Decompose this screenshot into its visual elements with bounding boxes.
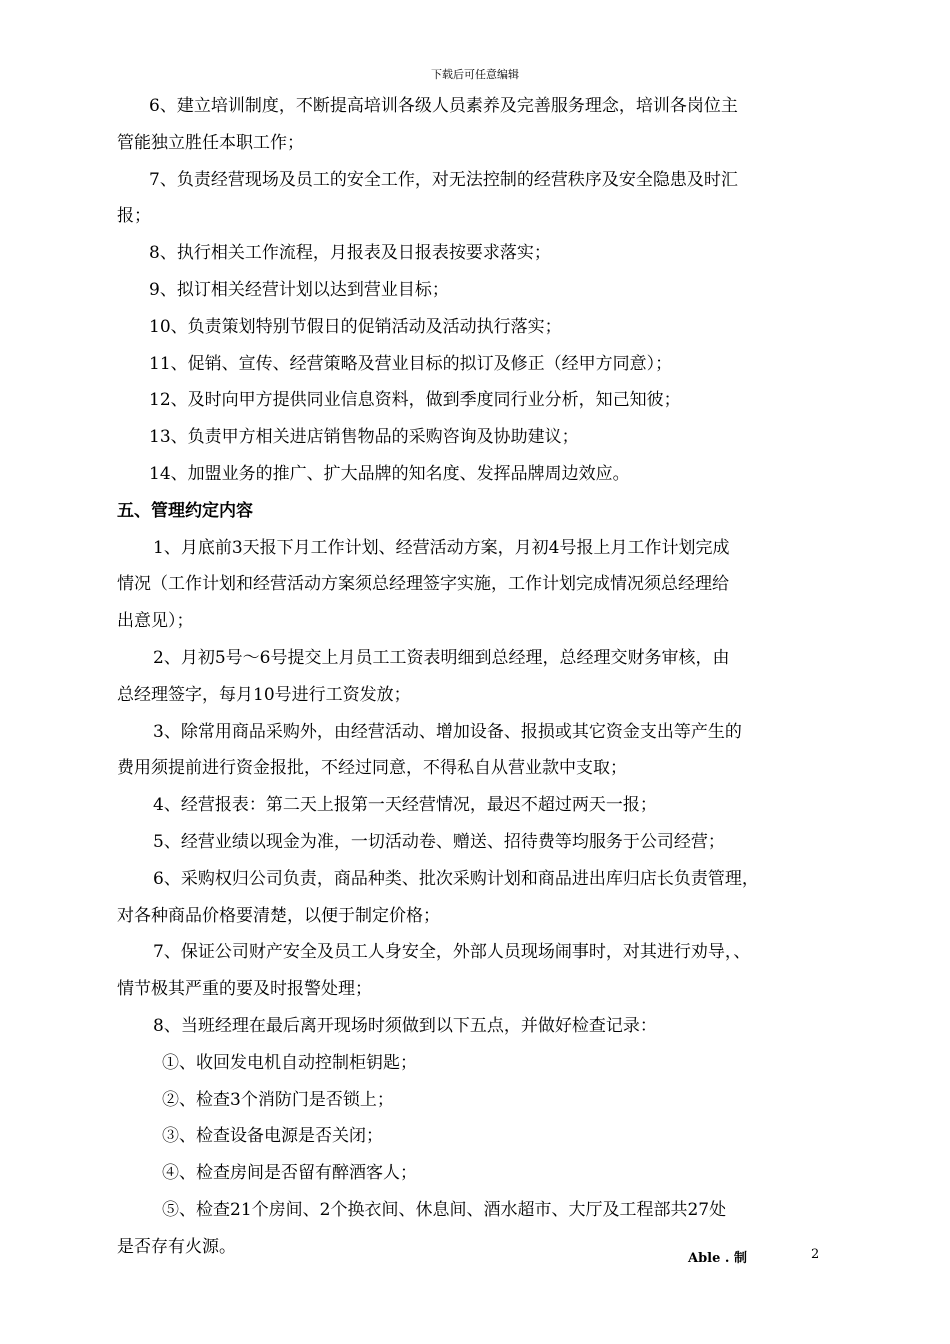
text-line: 5、经营业绩以现金为准，一切活动卷、赠送、招待费等均服务于公司经营； bbox=[153, 831, 725, 852]
text-line: 12、及时向甲方提供同业信息资料，做到季度同行业分析，知己知彼； bbox=[149, 390, 681, 411]
page-header-note: 下载后可任意编辑 bbox=[431, 68, 519, 81]
page-number: 2 bbox=[811, 1247, 820, 1262]
document-body bbox=[117, 88, 829, 1266]
text-line: 6、建立培训制度，不断提高培训各级人员素养及完善服务理念，培训各岗位主 bbox=[149, 96, 738, 116]
text-line: 8、执行相关工作流程，月报表及日报表按要求落实； bbox=[149, 243, 551, 264]
text-line: 情节极其严重的要及时报警处理； bbox=[117, 979, 372, 1000]
text-line: 9、拟订相关经营计划以达到营业目标； bbox=[149, 279, 449, 300]
checklist-item: ②、检查3个消防门是否锁上； bbox=[162, 1089, 394, 1110]
checklist-item: ③、检查设备电源是否关闭； bbox=[162, 1126, 383, 1147]
text-line: 10、负责策划特别节假日的促销活动及活动执行落实； bbox=[149, 316, 562, 337]
text-line: 对各种商品价格要清楚，以便于制定价格； bbox=[117, 905, 440, 926]
text-line: 1、月底前3天报下月工作计划、经营活动方案，月初4号报上月工作计划完成 bbox=[153, 537, 730, 558]
text-line: 是否存有火源。 bbox=[117, 1236, 236, 1257]
text-line: 11、促销、宣传、经营策略及营业目标的拟订及修正（经甲方同意）； bbox=[149, 353, 673, 374]
footer-brand: Able . 制 bbox=[688, 1251, 747, 1266]
text-line: 报； bbox=[117, 206, 151, 227]
checklist-item: ④、检查房间是否留有醉酒客人； bbox=[162, 1163, 417, 1184]
section-heading: 五、管理约定内容 bbox=[117, 500, 253, 521]
text-line: 13、负责甲方相关进店销售物品的采购咨询及协助建议； bbox=[149, 427, 579, 448]
text-line: 总经理签字，每月10号进行工资发放； bbox=[117, 684, 411, 705]
text-line: 3、除常用商品采购外，由经营活动、增加设备、报损或其它资金支出等产生的 bbox=[153, 721, 742, 742]
text-line: 管能独立胜任本职工作； bbox=[117, 132, 304, 153]
text-line: 4、经营报表：第二天上报第一天经营情况，最迟不超过两天一报； bbox=[153, 795, 657, 816]
checklist-item: ⑤、检查21个房间、2个换衣间、休息间、酒水超市、大厅及工程部共27处 bbox=[162, 1199, 727, 1220]
text-line: 出意见）； bbox=[117, 611, 194, 632]
text-line: 6、采购权归公司负责，商品种类、批次采购计划和商品进出库归店长负责管理， bbox=[153, 868, 759, 889]
text-line: 7、负责经营现场及员工的安全工作，对无法控制的经营秩序及安全隐患及时汇 bbox=[149, 169, 738, 190]
text-line: 情况（工作计划和经营活动方案须总经理签字实施，工作计划完成情况须总经理给 bbox=[117, 574, 729, 595]
checklist-item: ①、收回发电机自动控制柜钥匙； bbox=[162, 1052, 417, 1073]
text-line: 2、月初5号～6号提交上月员工工资表明细到总经理，总经理交财务审核，由 bbox=[153, 647, 730, 668]
text-line: 8、当班经理在最后离开现场时须做到以下五点，并做好检查记录： bbox=[153, 1015, 657, 1036]
text-line: 费用须提前进行资金报批，不经过同意，不得私自从营业款中支取； bbox=[117, 758, 627, 779]
text-line: 7、保证公司财产安全及员工人身安全，外部人员现场闹事时，对其进行劝导，、 bbox=[153, 942, 751, 963]
text-line: 14、加盟业务的推广、扩大品牌的知名度、发挥品牌周边效应。 bbox=[149, 463, 630, 484]
